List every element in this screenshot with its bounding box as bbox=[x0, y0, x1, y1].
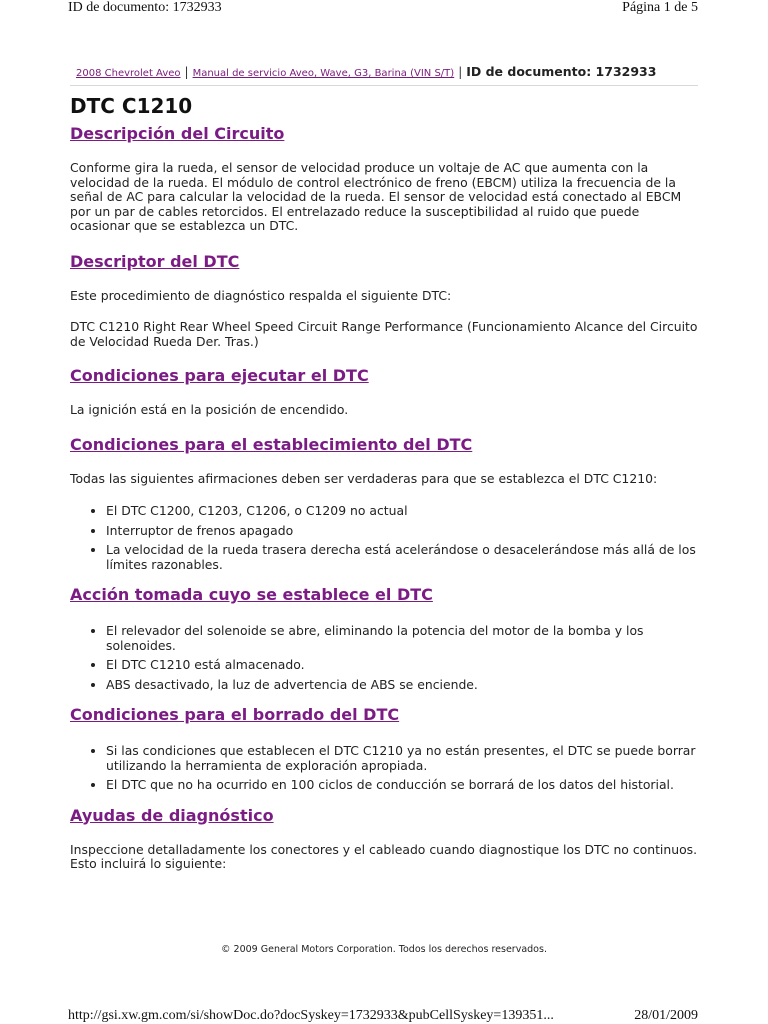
breadcrumb-separator: | bbox=[458, 65, 463, 79]
clearing-conditions-list bbox=[70, 744, 698, 793]
dtc-descriptor-intro: Este procedimiento de diagnóstico respalda el siguiente DTC: bbox=[70, 287, 452, 303]
breadcrumb-link-manual[interactable]: Manual de servicio Aveo, Wave, G3, Barina (VIN S/T) bbox=[192, 68, 455, 79]
diagnostic-aids-text: Inspeccione detalladamente los conectores y el cableado cuando diagnostique los DTC no continuos. Esto incluirá lo siguiente: bbox=[70, 841, 698, 871]
list-item: • El DTC C1200, C1203, C1206, o C1209 no actual bbox=[106, 504, 698, 519]
set-conditions-list bbox=[70, 504, 698, 572]
dtc-descriptor-code: DTC C1210 Right Rear Wheel Speed Circuit Range Performance (Funcionamiento Alcance del Circuito de Velocidad Rueda Der. Tras.) bbox=[70, 319, 698, 349]
breadcrumb-link-vehicle[interactable]: 2008 Chevrolet Aveo bbox=[76, 68, 181, 79]
heading-clearing-conditions[interactable]: Condiciones para el borrado del DTC bbox=[70, 705, 400, 724]
breadcrumb bbox=[70, 64, 698, 86]
heading-set-conditions[interactable]: Condiciones para el establecimiento del DTC bbox=[70, 434, 473, 454]
print-header-document-id: ID de documento: 1732933 bbox=[68, 0, 222, 15]
heading-diagnostic-aids[interactable]: Ayudas de diagnóstico bbox=[70, 805, 274, 825]
heading-circuit-description[interactable]: Descripción del Circuito bbox=[70, 124, 285, 143]
copyright-notice: © 2009 General Motors Corporation. Todos los derechos reservados. bbox=[221, 944, 547, 955]
document-content bbox=[70, 64, 698, 872]
circuit-description-text: Conforme gira la rueda, el sensor de velocidad produce un voltaje de AC que aumenta con la velocidad de la rueda. El módulo de control electrónico de freno (EBCM) utiliza la frecuencia de la señal de AC para calcular la velocidad de la rueda. El sensor de velocidad está conectado al EBCM por un par de cables retorcidos. El entrelazado reduce la susceptibilidad al ruido que puede ocasionar que se establezca un DTC. bbox=[70, 160, 682, 233]
list-item: • ABS desactivado, la luz de advertencia de ABS se enciende. bbox=[106, 678, 698, 693]
action-taken-list bbox=[70, 624, 698, 692]
print-header-page-number: Página 1 de 5 bbox=[622, 0, 698, 15]
print-footer-date: 28/01/2009 bbox=[634, 1008, 698, 1023]
list-item: • La velocidad de la rueda trasera derecha está acelerándose o desacelerándose más allá de los límites razonables. bbox=[106, 543, 698, 572]
page-title: DTC C1210 bbox=[70, 94, 193, 118]
set-conditions-text: Todas las siguientes afirmaciones deben ser verdaderas para que se establezca el DTC C1210: bbox=[70, 470, 658, 486]
breadcrumb-separator: | bbox=[184, 65, 189, 79]
list-item: • El relevador del solenoide se abre, eliminando la potencia del motor de la bomba y los solenoides. bbox=[106, 624, 698, 653]
breadcrumb-document-id: ID de documento: 1732933 bbox=[466, 64, 657, 79]
heading-dtc-descriptor[interactable]: Descriptor del DTC bbox=[70, 251, 240, 271]
list-item: • Si las condiciones que establecen el DTC C1210 ya no están presentes, el DTC se puede borrar utilizando la herramienta de exploración apropiada. bbox=[106, 744, 698, 773]
heading-action-taken[interactable]: Acción tomada cuyo se establece el DTC bbox=[70, 585, 433, 604]
list-item: • El DTC que no ha ocurrido en 100 ciclos de conducción se borrará de los datos del historial. bbox=[106, 778, 698, 793]
run-conditions-text: La ignición está en la posición de encendido. bbox=[70, 402, 349, 417]
list-item: • Interruptor de frenos apagado bbox=[106, 524, 698, 539]
print-header bbox=[68, 0, 698, 20]
list-item: • El DTC C1210 está almacenado. bbox=[106, 658, 698, 673]
heading-run-conditions[interactable]: Condiciones para ejecutar el DTC bbox=[70, 366, 369, 385]
print-footer-url: http://gsi.xw.gm.com/si/showDoc.do?docSyskey=1732933&pubCellSyskey=139351... bbox=[68, 1008, 554, 1023]
